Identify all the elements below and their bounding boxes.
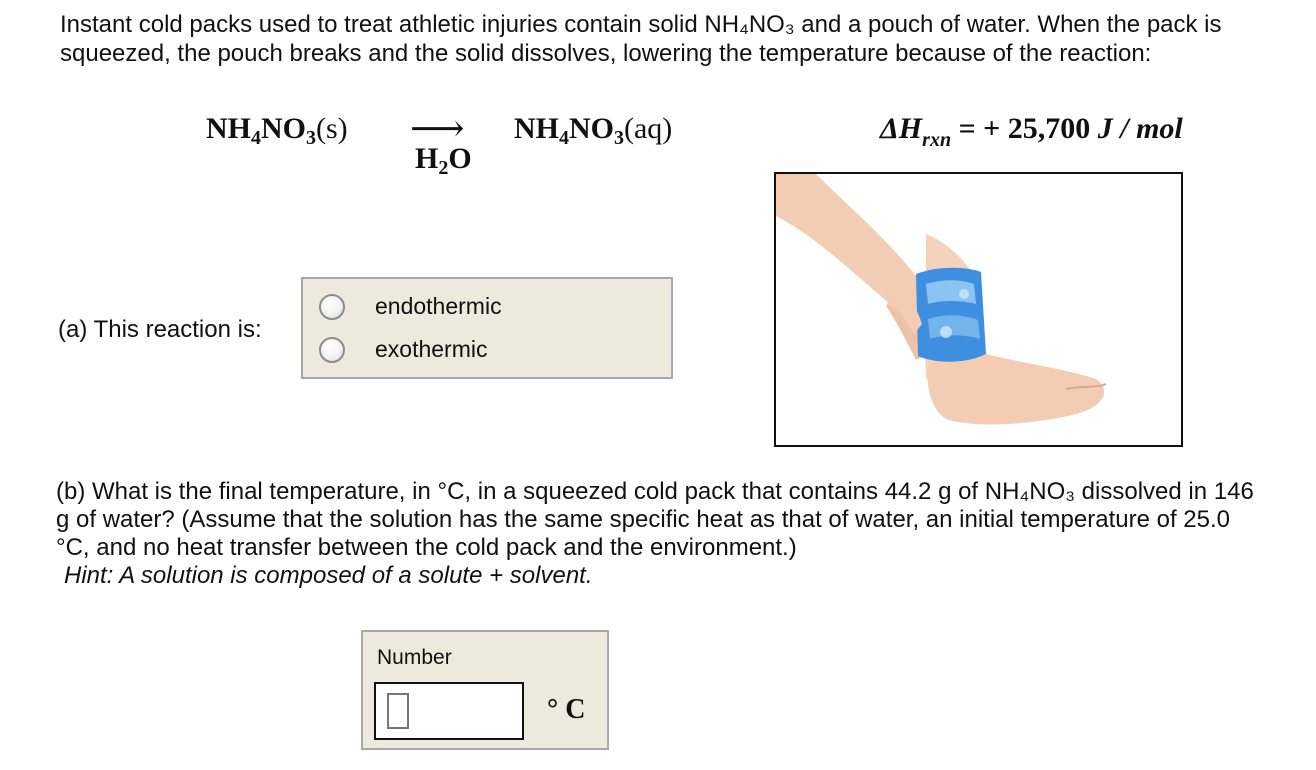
radio-button[interactable] [319, 337, 345, 363]
option-label: exothermic [375, 336, 488, 362]
hint-text: Hint: A solution is composed of a solute + solvent. [64, 562, 593, 589]
answer-label: Number [377, 646, 452, 669]
part-b-question: (b) What is the final temperature, in °C, in a squeezed cold pack that contains 44.2 g of NH₄NO₃ dissolved in 146 g of water? (Assume that the solution has the same specific heat as that of water, an initial temperature of 25.0 °C, and no heat transfer between the cold pack and the environment.) [56, 478, 1254, 561]
input-cursor-box [387, 693, 409, 729]
enthalpy-of-reaction: $\Delta H_{rxn}$ = + 25,700 J / mol [880, 112, 1183, 151]
answer-panel [361, 630, 609, 750]
reaction-arrow-icon: ⟶ [410, 108, 465, 150]
option-endothermic[interactable] [319, 293, 502, 320]
reaction-type-choices [301, 277, 673, 379]
ankle-cold-pack-photo-icon [776, 174, 1181, 445]
temperature-input[interactable] [374, 682, 524, 740]
equation-product: $NH_4NO_3(aq)$ [514, 112, 673, 149]
radio-button[interactable] [319, 294, 345, 320]
unit-label: ° C [547, 694, 586, 725]
ankle-cold-pack-image [774, 172, 1183, 447]
option-label: endothermic [375, 293, 502, 319]
part-a-label: (a) This reaction is: [58, 316, 262, 343]
equation-solvent: $H_2O$ [415, 142, 472, 179]
question-intro: Instant cold packs used to treat athletic injuries contain solid NH₄NO₃ and a pouch of water. When the pack is squeezed, the pouch breaks and the solid dissolves, lowering the temperature because of the reaction: [60, 11, 1222, 67]
equation-reactant: $NH_4NO_3(s)$ [206, 112, 348, 149]
option-exothermic[interactable] [319, 336, 487, 363]
